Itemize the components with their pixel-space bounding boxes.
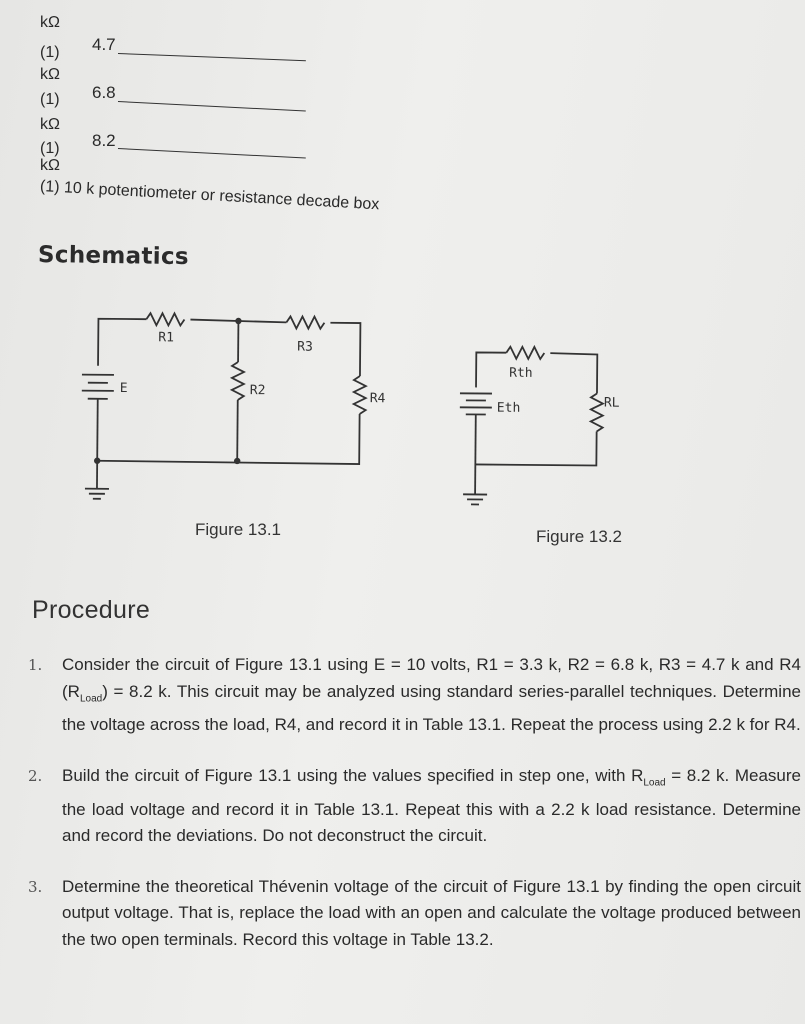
figure-13-1-caption: Figure 13.1 bbox=[195, 520, 281, 539]
step-number: 3. bbox=[28, 877, 43, 896]
r2-label: R2 bbox=[249, 383, 266, 399]
unit-symbol: kΩ bbox=[40, 157, 60, 174]
r3-label: R3 bbox=[297, 339, 313, 355]
step-number: 1. bbox=[28, 656, 43, 674]
r2-resistor bbox=[232, 362, 244, 400]
schematics-heading: Schematics bbox=[37, 242, 190, 271]
rl-resistor bbox=[591, 393, 603, 431]
junction-dot bbox=[234, 458, 240, 464]
r3-resistor bbox=[286, 316, 324, 328]
wire bbox=[550, 353, 597, 393]
wire bbox=[98, 319, 146, 366]
unit-symbol: kΩ bbox=[40, 14, 60, 31]
step-text: Build the circuit of Figure 13.1 using the values specified in step one, with $R_{Load} = 8.2$ k. Measure the load voltage and record it in Table 13.1. Repeat this with a 2.2 k load resistance. Determine and record the deviations. Do not deconstruct the circuit. bbox=[62, 765, 801, 846]
fill-line bbox=[118, 101, 306, 112]
ground-symbol bbox=[85, 489, 109, 499]
procedure-step bbox=[26, 763, 801, 850]
wire bbox=[97, 412, 359, 464]
r4-resistor bbox=[354, 376, 366, 414]
wire bbox=[97, 399, 98, 489]
potentiometer-line bbox=[40, 178, 380, 214]
procedure-steps bbox=[26, 652, 801, 953]
eth-label: Eth bbox=[496, 400, 521, 416]
wire bbox=[475, 430, 596, 465]
item-qty: (1) bbox=[40, 44, 60, 61]
r4-label: R4 bbox=[369, 391, 386, 407]
wire bbox=[476, 352, 506, 387]
item-qty: (1) bbox=[40, 91, 60, 108]
figure-13-2-caption: Figure 13.2 bbox=[536, 527, 622, 546]
figure-13-2-circuit bbox=[459, 346, 620, 505]
rth-label: Rth bbox=[509, 365, 533, 381]
rl-label: RL bbox=[603, 395, 620, 411]
step-text: Determine the theoretical Thévenin voltage of the circuit of Figure 13.1 by finding the open circuit output voltage. That is, replace the load with an open and calculate the voltage produced between the two open terminals. Record this voltage in Table 13.2. bbox=[62, 876, 801, 949]
item-value: 6.8 bbox=[92, 83, 116, 102]
wire bbox=[237, 400, 238, 462]
item-text: 10 k potentiometer or resistance decade box bbox=[63, 179, 380, 214]
step-text: Consider the circuit of Figure 13.1 using E = 10 volts, R1 = 3.3 k, R2 = 6.8 k, R3 = 4.7 k and R4 $(R_{Load}) = 8.2$ k. This circuit may be analyzed using standard series-parallel techniques. Determine the voltage across the load, R4, and record it in Table 13.1. Repeat the process using 2.2 k for R4. bbox=[62, 655, 801, 735]
e-label: E bbox=[119, 380, 128, 397]
procedure-heading: Procedure bbox=[32, 596, 151, 624]
ground-symbol bbox=[463, 494, 487, 504]
schematics-figures bbox=[0, 290, 805, 520]
unit-symbol: kΩ bbox=[40, 66, 60, 83]
fill-line bbox=[118, 148, 306, 159]
item-value: 8.2 bbox=[92, 131, 116, 150]
wire bbox=[330, 323, 360, 376]
unit-symbol: kΩ bbox=[40, 116, 60, 133]
r1-resistor bbox=[146, 313, 184, 325]
item-qty: (1) bbox=[40, 140, 60, 157]
item-qty: (1) bbox=[39, 178, 61, 197]
r1-label: R1 bbox=[158, 330, 174, 346]
procedure-step bbox=[26, 874, 801, 954]
rth-resistor bbox=[506, 347, 544, 359]
wire bbox=[475, 414, 476, 494]
junction-dot bbox=[235, 318, 241, 324]
fill-line bbox=[118, 53, 306, 61]
step-number: 2. bbox=[28, 766, 43, 785]
figure-13-1-circuit bbox=[81, 313, 386, 502]
item-value: 4.7 bbox=[92, 35, 116, 54]
procedure-step bbox=[26, 652, 801, 739]
